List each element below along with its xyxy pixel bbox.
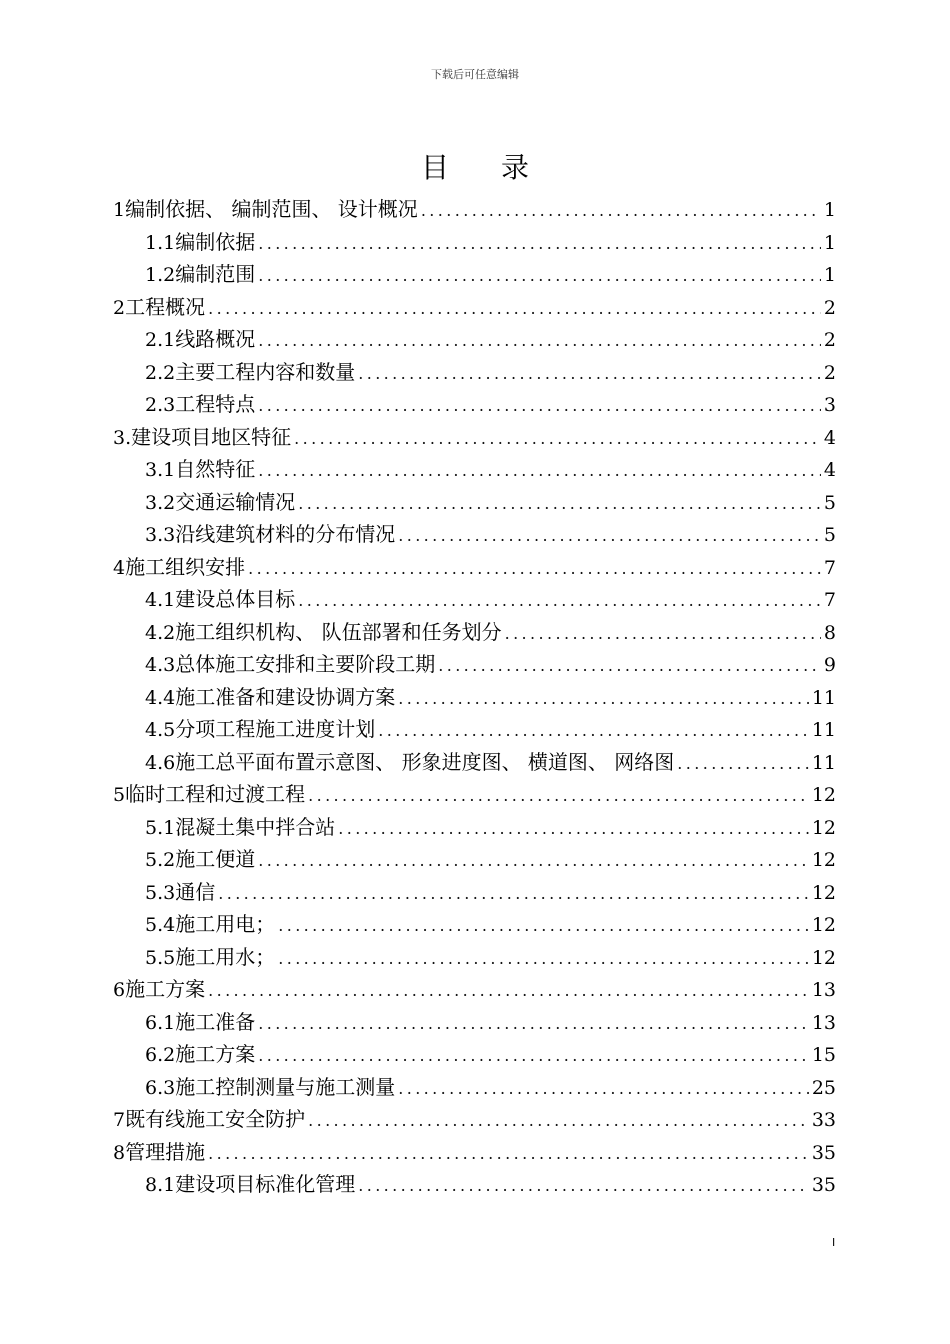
toc-dot-leader [308, 780, 809, 813]
toc-entry[interactable] [113, 713, 836, 746]
toc-entry-number: 4.6 [145, 751, 176, 774]
page-title: 目录 [420, 151, 581, 184]
toc-entry-number: 1 [113, 199, 126, 221]
toc-entry-title: 编制范围 [175, 262, 256, 286]
toc-entry-title: 建设项目标准化管理 [175, 1172, 356, 1196]
toc-entry-number: 4.5 [145, 719, 176, 741]
toc-entry-title: 施工方案 [175, 1042, 256, 1066]
toc-dot-leader [298, 585, 821, 618]
toc-entry-title: 通信 [175, 879, 216, 904]
page-header-note: 下载后可任意编辑 [431, 68, 519, 81]
toc-entry-number: 8 [113, 1141, 126, 1164]
toc-entry[interactable] [113, 226, 836, 259]
toc-entry-title: 施工方案 [125, 977, 206, 1001]
toc-entry[interactable] [113, 941, 836, 974]
toc-entry-page: 2 [823, 361, 836, 384]
toc-entry-page: 35 [811, 1174, 836, 1196]
toc-entry-number: 2.1 [145, 329, 176, 351]
toc-dot-leader [358, 1170, 809, 1203]
toc-entry-page: 1 [823, 231, 836, 254]
toc-entry-number: 8.1 [145, 1174, 176, 1196]
toc-entry[interactable] [113, 258, 836, 291]
toc-entry-title: 自然特征 [175, 457, 256, 481]
toc-entry[interactable] [113, 616, 836, 649]
toc-entry-title: 施工总平面布置示意图、 形象进度图、 横道图、 网络图 [175, 749, 675, 774]
toc-dot-leader [278, 943, 809, 976]
toc-dot-leader [258, 325, 821, 358]
toc-entry-page: 4 [823, 459, 836, 481]
toc-entry-title: 线路概况 [175, 327, 256, 351]
toc-entry-title: 工程特点 [175, 392, 256, 416]
toc-entry-title: 管理措施 [125, 1139, 206, 1164]
toc-entry-title: 施工准备和建设协调方案 [175, 684, 396, 709]
toc-entry-number: 6 [113, 979, 126, 1001]
toc-dot-leader [258, 228, 821, 261]
toc-dot-leader [378, 715, 809, 748]
toc-entry-title: 主要工程内容和数量 [175, 359, 356, 384]
toc-dot-leader [421, 195, 821, 228]
toc-entry-title: 编制依据 [175, 229, 256, 254]
toc-entry[interactable] [113, 648, 836, 681]
toc-dot-leader [398, 683, 809, 716]
toc-entry[interactable] [113, 843, 836, 876]
toc-entry-number: 3.2 [145, 491, 176, 514]
toc-dot-leader [338, 813, 809, 846]
toc-entry-title: 既有线施工安全防护 [125, 1107, 306, 1131]
toc-entry-page: 12 [811, 816, 836, 839]
toc-entry-page: 2 [823, 329, 836, 351]
toc-entry-page: 11 [811, 686, 836, 709]
toc-entry-number: 5.2 [145, 849, 176, 871]
toc-entry[interactable] [113, 1168, 836, 1201]
toc-dot-leader [278, 910, 809, 943]
toc-entry[interactable] [113, 908, 836, 941]
toc-entry-title: 编制依据、 编制范围、 设计概况 [125, 197, 418, 221]
toc-entry-number: 4.4 [145, 686, 176, 709]
toc-entry[interactable] [113, 811, 836, 844]
toc-entry-page: 13 [811, 1011, 836, 1034]
toc-entry[interactable] [113, 421, 836, 454]
toc-entry-page: 12 [811, 946, 836, 969]
toc-entry[interactable] [113, 1103, 836, 1136]
toc-entry-page: 35 [811, 1141, 836, 1164]
toc-entry-page: 12 [811, 914, 836, 936]
toc-entry-page: 13 [811, 979, 836, 1001]
toc-entry-title: 建设总体目标 [175, 587, 296, 611]
toc-entry[interactable] [113, 291, 836, 324]
toc-dot-leader [258, 390, 821, 423]
toc-dot-leader [677, 748, 809, 781]
toc-entry-number: 5 [113, 784, 126, 806]
toc-entry-number: 6.2 [145, 1044, 176, 1066]
toc-dot-leader [358, 358, 821, 391]
toc-entry-number: 2 [113, 296, 126, 319]
toc-entry-number: 4.3 [145, 654, 176, 676]
toc-entry-title: 分项工程施工进度计划 [175, 717, 376, 741]
toc-entry-number: 4.1 [145, 589, 176, 611]
toc-entry-page: 11 [811, 719, 836, 741]
toc-entry-title: 施工控制测量与施工测量 [175, 1074, 396, 1099]
toc-entry[interactable] [113, 356, 836, 389]
toc-entry-page: 12 [811, 849, 836, 871]
toc-dot-leader [258, 1040, 809, 1073]
toc-entry-number: 7 [113, 1109, 126, 1131]
table-of-contents [113, 193, 836, 1201]
toc-entry-page: 4 [823, 426, 836, 449]
toc-entry-title: 交通运输情况 [175, 489, 296, 514]
toc-entry-title: 混凝土集中拌合站 [175, 814, 336, 839]
toc-entry-number: 4 [113, 556, 126, 579]
toc-entry-title: 施工便道 [175, 847, 256, 871]
toc-entry-title: 总体施工安排和主要阶段工期 [175, 652, 436, 676]
toc-entry-title: 施工组织安排 [125, 554, 246, 579]
toc-entry[interactable] [113, 323, 836, 356]
toc-entry-page: 5 [823, 491, 836, 514]
toc-entry-title: 临时工程和过渡工程 [125, 782, 306, 806]
toc-entry-number: 6.1 [145, 1011, 176, 1034]
toc-entry[interactable] [113, 746, 836, 779]
toc-dot-leader [438, 650, 821, 683]
toc-entry-number: 1.1 [145, 231, 176, 254]
toc-dot-leader [208, 293, 821, 326]
toc-entry-page: 15 [811, 1044, 836, 1066]
toc-entry[interactable] [113, 1136, 836, 1169]
toc-entry[interactable] [113, 1006, 836, 1039]
toc-entry-number: 3.3 [145, 524, 176, 546]
toc-dot-leader [258, 845, 809, 878]
toc-entry-page: 7 [823, 589, 836, 611]
toc-dot-leader [398, 520, 821, 553]
toc-entry-page: 8 [823, 621, 836, 644]
toc-entry-page: 12 [811, 881, 836, 904]
toc-dot-leader [308, 1105, 809, 1138]
toc-dot-leader [398, 1073, 809, 1106]
toc-entry-number: 5.1 [145, 816, 176, 839]
toc-entry-number: 3.1 [145, 459, 176, 481]
toc-dot-leader [258, 455, 821, 488]
toc-entry-title: 施工用水； [175, 944, 276, 969]
toc-entry-title: 施工准备 [175, 1009, 256, 1034]
toc-entry-page: 5 [823, 524, 836, 546]
toc-entry-number: 2.3 [145, 394, 176, 416]
toc-entry-number: 2.2 [145, 361, 176, 384]
toc-entry[interactable] [113, 1071, 836, 1104]
toc-entry[interactable] [113, 518, 836, 551]
toc-dot-leader [218, 878, 809, 911]
toc-entry[interactable] [113, 486, 836, 519]
toc-entry-page: 7 [823, 556, 836, 579]
toc-entry-page: 9 [823, 654, 836, 676]
toc-entry-number: 6.3 [145, 1076, 176, 1099]
toc-entry-page: 2 [823, 296, 836, 319]
toc-dot-leader [208, 1138, 809, 1171]
toc-entry[interactable] [113, 876, 836, 909]
toc-entry[interactable] [113, 551, 836, 584]
toc-dot-leader [258, 260, 821, 293]
toc-entry-title: 建设项目地区特征 [131, 424, 292, 449]
toc-entry-page: 1 [823, 199, 836, 221]
toc-entry-page: 3 [823, 394, 836, 416]
toc-entry-page: 11 [811, 751, 836, 774]
toc-entry-number: 4.2 [145, 621, 176, 644]
toc-entry[interactable] [113, 453, 836, 486]
toc-entry-title: 施工用电； [175, 912, 276, 936]
toc-entry[interactable] [113, 973, 836, 1006]
toc-entry-page: 12 [811, 784, 836, 806]
toc-entry-number: 5.3 [145, 881, 176, 904]
toc-entry-number: 3. [113, 426, 132, 449]
toc-entry[interactable] [113, 681, 836, 714]
toc-entry-title: 沿线建筑材料的分布情况 [175, 522, 396, 546]
toc-entry-number: 1.2 [145, 264, 176, 286]
toc-entry-number: 5.5 [145, 946, 176, 969]
toc-entry[interactable] [113, 1038, 836, 1071]
toc-dot-leader [208, 975, 809, 1008]
toc-entry-title: 工程概况 [125, 294, 206, 319]
toc-dot-leader [505, 618, 821, 651]
toc-entry[interactable] [113, 193, 836, 226]
toc-dot-leader [294, 423, 821, 456]
toc-entry-page: 1 [823, 264, 836, 286]
toc-dot-leader [258, 1008, 809, 1041]
toc-entry[interactable] [113, 583, 836, 616]
toc-entry[interactable] [113, 778, 836, 811]
toc-entry-number: 5.4 [145, 914, 176, 936]
page-footer-mark: I [832, 1236, 836, 1249]
toc-entry-page: 25 [811, 1076, 836, 1099]
toc-entry-page: 33 [811, 1109, 836, 1131]
toc-dot-leader [298, 488, 821, 521]
toc-dot-leader [248, 553, 821, 586]
toc-entry[interactable] [113, 388, 836, 421]
toc-entry-title: 施工组织机构、 队伍部署和任务划分 [175, 619, 502, 644]
